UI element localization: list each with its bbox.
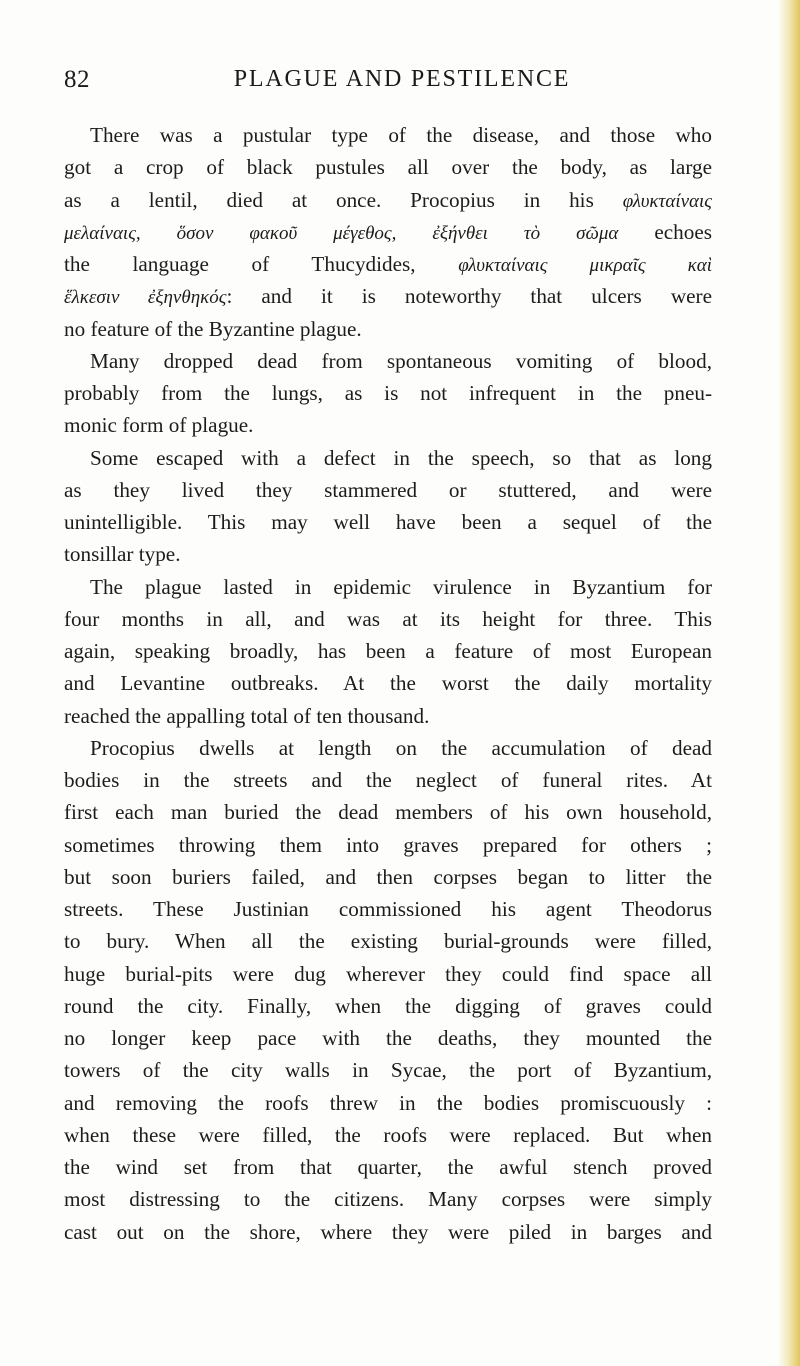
text-line: round the city. Finally, when the digging of graves could	[64, 993, 712, 1018]
text-line: bodies in the streets and the neglect of funeral rites. At	[64, 768, 712, 792]
text-line: when these were filled, the roofs were replaced. But when	[64, 1122, 712, 1147]
text-line: no feature of the Byzantine plague.	[64, 316, 362, 341]
running-title: PLAGUE AND PESTILENCE	[233, 66, 571, 92]
text-line: towers of the city walls in Sycae, the port of Byzantium,	[64, 1058, 712, 1083]
text-line: ἕλκεσιν ἐξηνθηκός: and it is noteworthy that ulcers were	[64, 284, 712, 309]
text-line: as they lived they stammered or stuttered, and were	[64, 477, 712, 502]
text-line: reached the appalling total of ten thousand.	[64, 703, 430, 728]
text-line: tonsillar type.	[64, 542, 181, 567]
text-line: monic form of plague.	[64, 413, 254, 438]
body-text	[64, 119, 712, 1248]
text-line: the language of Thucydides, φλυκταίναις μικραῖς καὶ	[64, 252, 712, 276]
text-line: There was a pustular type of the disease, and those who	[90, 123, 712, 147]
text-line: most distressing to the citizens. Many corpses were simply	[64, 1187, 712, 1212]
text-line: and Levantine outbreaks. At the worst the daily mortality	[64, 671, 712, 696]
page-edge-shadow	[778, 0, 800, 1366]
text-line: and removing the roofs threw in the bodies promiscuously :	[64, 1090, 712, 1115]
text-line: Procopius dwells at length on the accumulation of dead	[90, 735, 712, 760]
text-line: The plague lasted in epidemic virulence in Byzantium for	[90, 574, 712, 599]
text-line: four months in all, and was at its height for three. This	[64, 606, 712, 631]
text-line: μελαίναις, ὅσον φακοῦ μέγεθος, ἐξήνθει τὸ σῶμα echoes	[64, 219, 712, 244]
text-line: first each man buried the dead members of his own household,	[64, 800, 712, 825]
text-line: streets. These Justinian commissioned his agent Theodorus	[64, 897, 712, 921]
text-line: got a crop of black pustules all over the body, as large	[64, 155, 712, 180]
page-header	[64, 66, 704, 100]
text-line: Some escaped with a defect in the speech, so that as long	[90, 445, 712, 470]
text-line: Many dropped dead from spontaneous vomiting of blood,	[90, 348, 712, 373]
text-line: sometimes throwing them into graves prepared for others ;	[64, 832, 712, 857]
page-number: 82	[64, 66, 90, 93]
text-line: as a lentil, died at once. Procopius in his φλυκταίναις	[64, 187, 712, 212]
text-line: but soon buriers failed, and then corpses began to litter the	[64, 864, 712, 889]
text-line: unintelligible. This may well have been a sequel of the	[64, 510, 712, 534]
text-line: to bury. When all the existing burial-grounds were filled,	[64, 929, 712, 954]
text-line: cast out on the shore, where they were piled in barges and	[64, 1219, 712, 1244]
text-line: no longer keep pace with the deaths, they mounted the	[64, 1026, 712, 1050]
text-line: again, speaking broadly, has been a feature of most European	[64, 639, 712, 663]
text-line: the wind set from that quarter, the awful stench proved	[64, 1155, 712, 1179]
text-line: probably from the lungs, as is not infrequent in the pneu-	[64, 381, 712, 405]
text-line: huge burial-pits were dug wherever they could find space all	[64, 961, 712, 986]
